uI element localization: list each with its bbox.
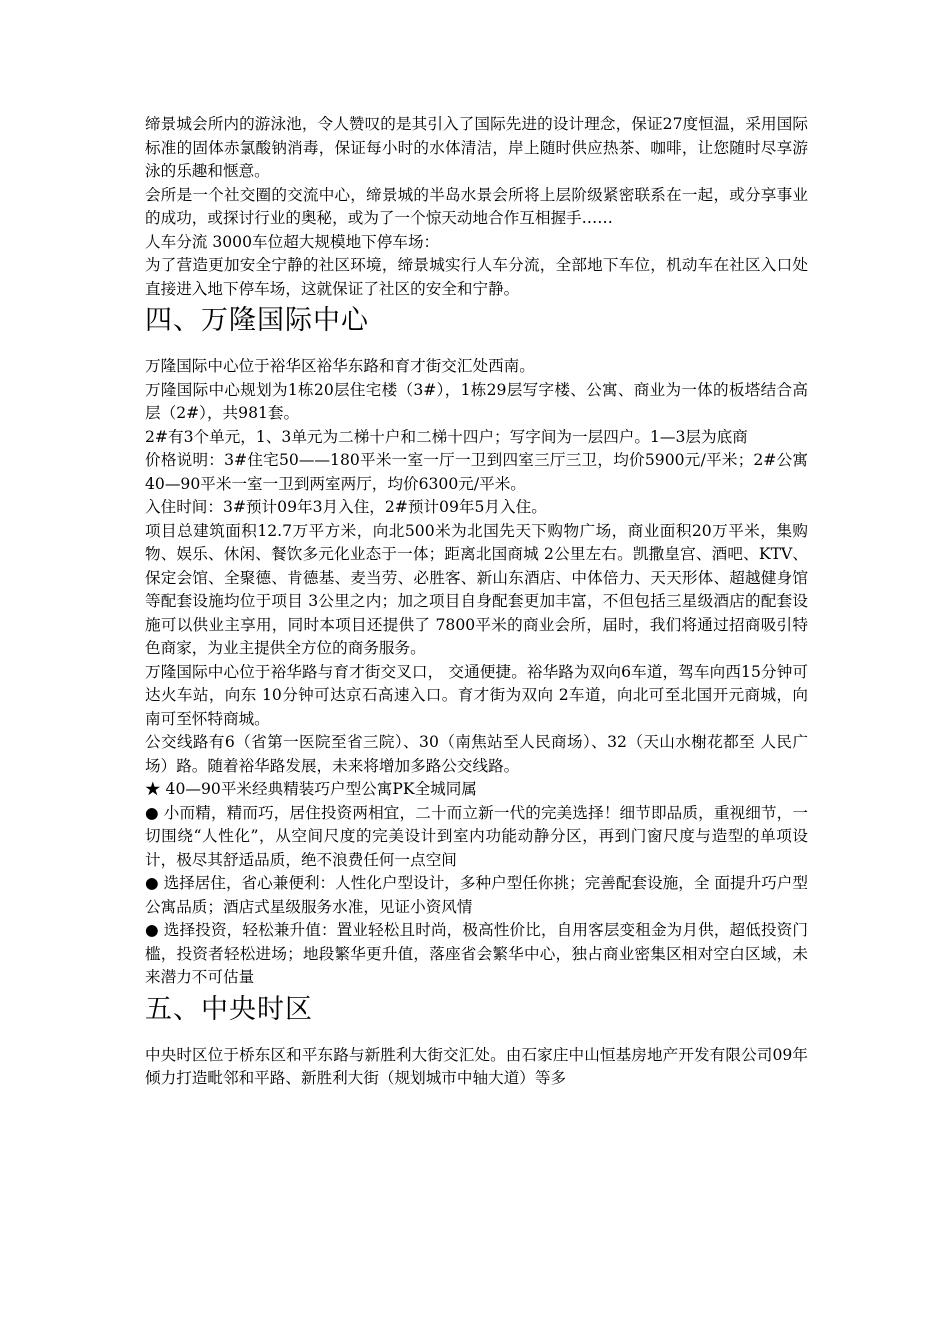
- paragraph-parking-title: 人车分流 3000车位超大规模地下停车场：: [145, 232, 440, 251]
- paragraph-wanlong-location: 万隆国际中心位于裕华区裕华东路和育才街交汇处西南。: [145, 357, 535, 375]
- document-page: [145, 113, 808, 1091]
- paragraph-wanlong-bullet-3: ● 选择投资，轻松兼升值：置业轻松且时尚，极高性价比，自用客层变租金为月供，超低投资门槛，投资者轻松进场；地段繁华更升值，落座省会繁华中心，独占商业密集区相对空白区域，未来潜力不可估量: [145, 921, 808, 986]
- paragraph-clubhouse: 会所是一个社交圈的交流中心，缔景城的半岛水景会所将上层阶级紧密联系在一起，或分享事业的成功，或探讨行业的奥秘，或为了一个惊天动地合作互相握手……: [145, 185, 808, 227]
- paragraph-wanlong-area: 项目总建筑面积12.7万平方米，向北500米为北国先天下购物广场，商业面积20万平米，集购物、娱乐、休闲、餐饮多元化业态于一体；距离北国商城 2公里左右。凯撒皇宫、酒吧、KTV、保定会馆、全聚德、肯德基、麦当劳、必胜客、新山东酒店、中体倍力、天天形体、超越健身馆等配套设施均位于项目 3公里之内；加之项目自身配套更加丰富，不但包括三星级酒店的配套设施可以供业主享用，同时本项目还提供了 7800平米的商业会所，届时，我们将通过招商吸引特色商家，为业主提供全方位的商务服务。: [145, 521, 808, 657]
- paragraph-parking: 为了营造更加安全宁静的社区环境，缔景城实行人车分流，全部地下车位，机动车在社区入口处直接进入地下停车场，这就保证了社区的安全和宁静。: [145, 256, 808, 298]
- paragraph-pool: 缔景城会所内的游泳池，令人赞叹的是其引入了国际先进的设计理念，保证27度恒温，采用国际标准的固体赤氯酸钠消毒，保证每小时的水体清洁，岸上随时供应热茶、咖啡，让您随时尽享游泳的乐趣和惬意。: [145, 115, 808, 180]
- paragraph-wanlong-bullet-2: ● 选择居住，省心兼便利：人性化户型设计，多种户型任你挑；完善配套设施，全 面提升巧户型公寓品质；酒店式星级服务水准，见证小资风情: [145, 874, 808, 916]
- paragraph-central-zone: 中央时区位于桥东区和平东路与新胜利大街交汇处。由石家庄中山恒基房地产开发有限公司09年倾力打造毗邻和平路、新胜利大街（规划城市中轴大道）等多: [145, 1045, 808, 1087]
- heading-wanlong: 四、万隆国际中心: [145, 305, 369, 336]
- paragraph-wanlong-star: ★ 40—90平米经典精装巧户型公寓PK全城同属: [145, 780, 477, 798]
- paragraph-wanlong-plan: 万隆国际中心规划为1栋20层住宅楼（3#），1栋29层写字楼、公寓、商业为一体的板塔结合高层（2#），共981套。: [145, 380, 808, 422]
- paragraph-wanlong-price: 价格说明：3#住宅50——180平米一室一厅一卫到四室三厅三卫，均价5900元/平米；2#公寓40—90平米一室一卫到两室两厅，均价6300元/平米。: [145, 451, 808, 493]
- paragraph-wanlong-traffic: 万隆国际中心位于裕华路与育才街交叉口， 交通便捷。裕华路为双向6车道，驾车向西15分钟可达火车站，向东 10分钟可达京石高速入口。育才街为双向 2车道，向北可至北国开元商城，向南可至怀特商城。: [145, 662, 808, 728]
- paragraph-wanlong-movein: 入住时间：3#预计09年3月入住，2#预计09年5月入住。: [145, 498, 547, 516]
- paragraph-wanlong-bullet-1: ● 小而精，精而巧，居住投资两相宜，二十而立新一代的完美选择！细节即品质，重视细节，一切围绕“人性化”，从空间尺度的完美设计到室内功能动静分区，再到门窗尺度与造型的单项设计，极尽其舒适品质，绝不浪费任何一点空间: [145, 803, 808, 869]
- heading-central-zone: 五、中央时区: [145, 993, 313, 1025]
- paragraph-wanlong-bus: 公交线路有6（省第一医院至省三院）、30（南焦站至人民商场）、32（天山水榭花都至 人民广场）路。随着裕华路发展，未来将增加多路公交线路。: [145, 733, 808, 775]
- paragraph-wanlong-units: 2#有3个单元，1、3单元为二梯十户和二梯十四户；写字间为一层四户。1—3层为底商: [145, 427, 748, 446]
